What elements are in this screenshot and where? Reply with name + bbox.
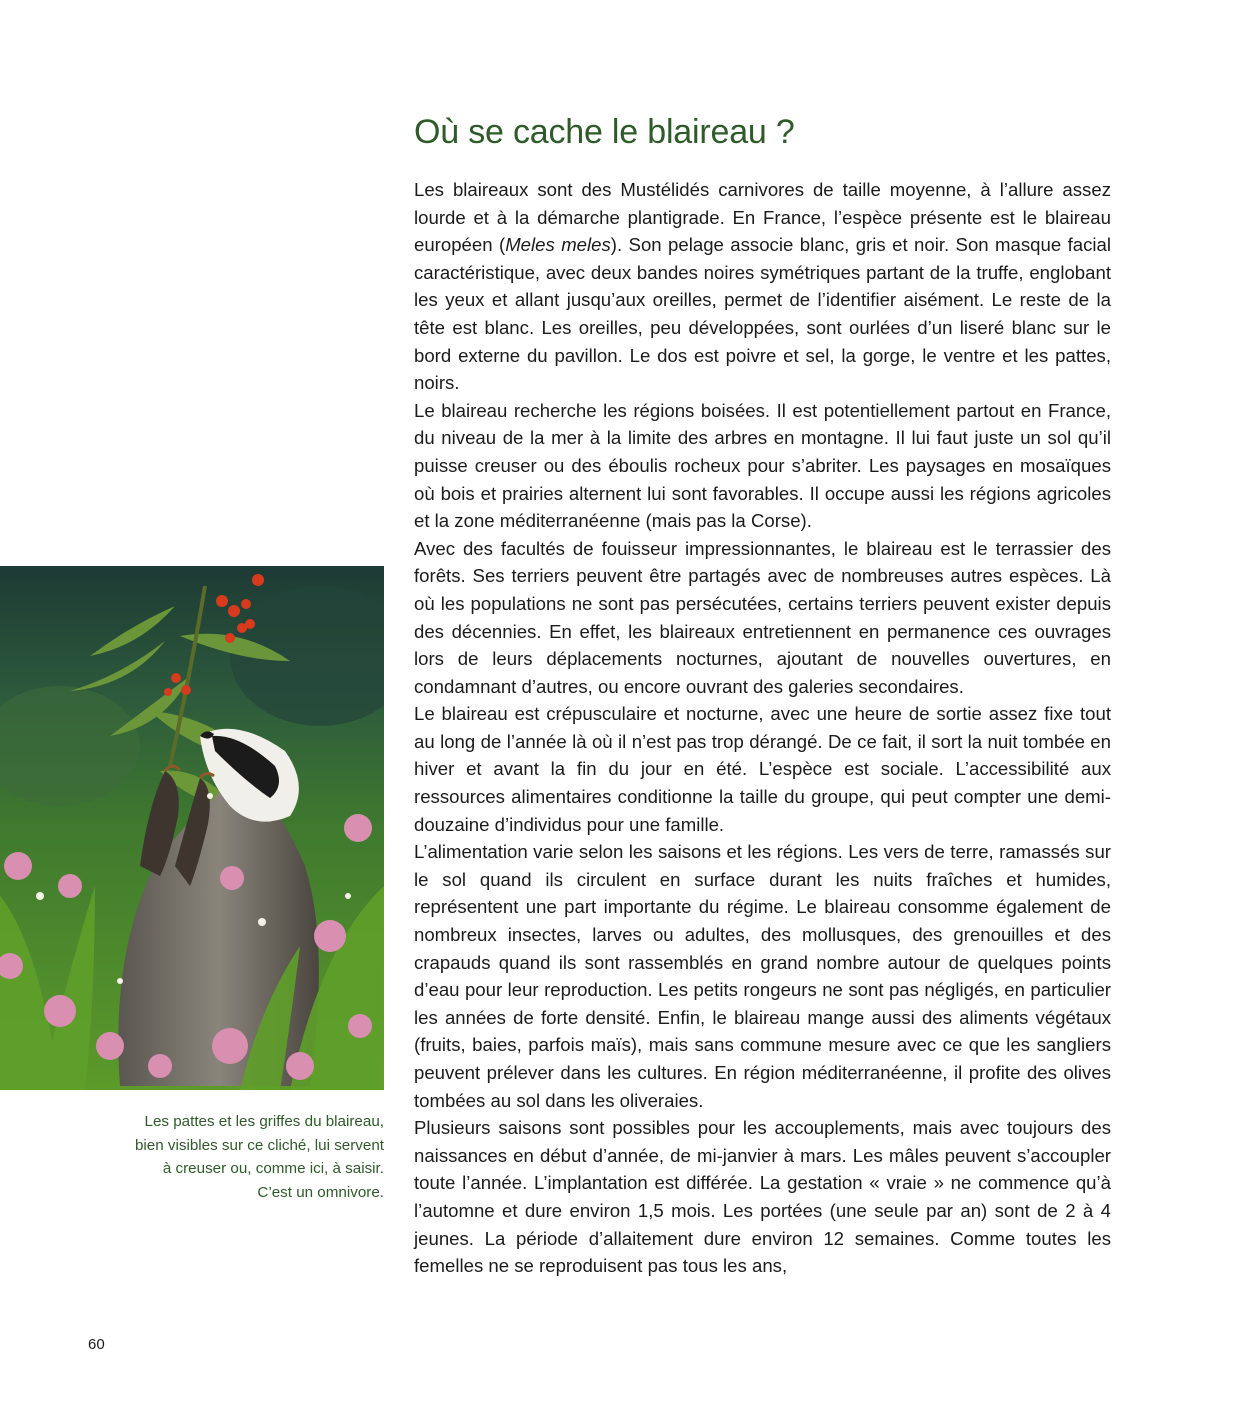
species-name: Meles meles bbox=[505, 234, 611, 256]
caption-line: bien visibles sur ce cliché, lui servent bbox=[134, 1136, 384, 1154]
paragraph-reproduction: Plusieurs saisons sont possibles pour les accouplements, mais avec toujours des naissances en début d’année, de mi-janvier à mars. Les mâles peuvent s’accoupler toute l’année. L’implantation est différée. La gestation « vraie » ne commence qu’à l’automne et dure environ 1,5 mois. Les portées (une seule par an) sont de 2 à 4 jeunes. La période d’allaitement dure environ 12 semaines. Comme toutes les femelles ne se reproduisent pas tous les ans, bbox=[414, 1117, 1111, 1277]
paragraph-behaviour: Le blaireau est crépusculaire et nocturne, avec une heure de sortie assez fixe tout au long de l’année là où il n’est pas trop dérangé. De ce fait, il sort la nuit tombée en hiver et avant la fin du jour en été. L’espèce est sociale. L’accessibilité aux ressources alimentaires conditionne la taille du groupe, qui peut compter une demi-douzaine d’individus pour une famille. bbox=[414, 703, 1111, 835]
caption-line: Les pattes et les griffes du blaireau, bbox=[144, 1113, 384, 1130]
badger-photo bbox=[0, 566, 384, 1090]
caption-line: C’est un omnivore. bbox=[257, 1183, 384, 1201]
photo-caption bbox=[40, 1110, 384, 1204]
paragraph-diet: L’alimentation varie selon les saisons et les régions. Les vers de terre, ramassés sur le sol quand ils circulent en surface durant les nuits fraîches et humides, représentent une part importante du régime. Le blaireau consomme également de nombreux insectes, larves ou adultes, des mollusques, des grenouilles et des crapauds quand ils sont rassemblés en grand nombre autour de quelques points d’eau pour leur reproduction. Les petits rongeurs ne sont pas négligés, en particulier les années de forte densité. Enfin, le blaireau mange aussi des aliments végétaux (fruits, baies, parfois maïs), mais sans commune mesure avec ce que les sangliers peuvent prélever dans les cultures. En région méditerranéenne, il profite des olives tombées au sol dans les oliveraies. bbox=[414, 841, 1111, 1111]
paragraph-description: Les blaireaux sont des Mustélidés carnivores de taille moyenne, à l’allure assez lourde et à la démarche plantigrade. En France, l’espèce présente est le blaireau européen (Meles meles). Son pelage associe blanc, gris et noir. Son masque facial caractéristique, avec deux bandes noires symétriques partant de la truffe, englobant les yeux et allant jusqu’aux oreilles, permet de l’identifier aisément. Le reste de la tête est blanc. Les oreilles, peu développées, sont ourlées d’un liseré blanc sur le bord externe du pavillon. Le dos est poivre et sel, la gorge, le ventre et les pattes, noirs. bbox=[414, 179, 1112, 394]
paragraph-burrows: Avec des facultés de fouisseur impressionnantes, le blaireau est le terrassier des forêts. Ses terriers peuvent être partagés avec de nombreuses autres espèces. Là où les populations ne sont pas persécutées, certains terriers peuvent exister depuis des décennies. En effet, les blaireaux entretiennent en permanence ces ouvrages lors de leurs déplacements nocturnes, ajoutant de nouvelles ouvertures, en condamnant d’autres, ou encore ouvrant des galeries secondaires. bbox=[414, 537, 1111, 697]
caption-line: à creuser ou, comme ici, à saisir. bbox=[162, 1160, 384, 1177]
article-body bbox=[414, 176, 1111, 1280]
page-title: Où se cache le blaireau ? bbox=[414, 113, 795, 151]
paragraph-habitat: Le blaireau recherche les régions boisées. Il est potentiellement partout en France, du niveau de la mer à la limite des arbres en montagne. Il lui faut juste un sol qu’il puisse creuser ou des éboulis rocheux pour s’abriter. Les paysages en mosaïques où bois et prairies alternent lui sont favorables. Il occupe aussi les régions agricoles et la zone méditerranéenne (mais pas la Corse). bbox=[414, 399, 1111, 532]
page-number: 60 bbox=[88, 1336, 105, 1353]
